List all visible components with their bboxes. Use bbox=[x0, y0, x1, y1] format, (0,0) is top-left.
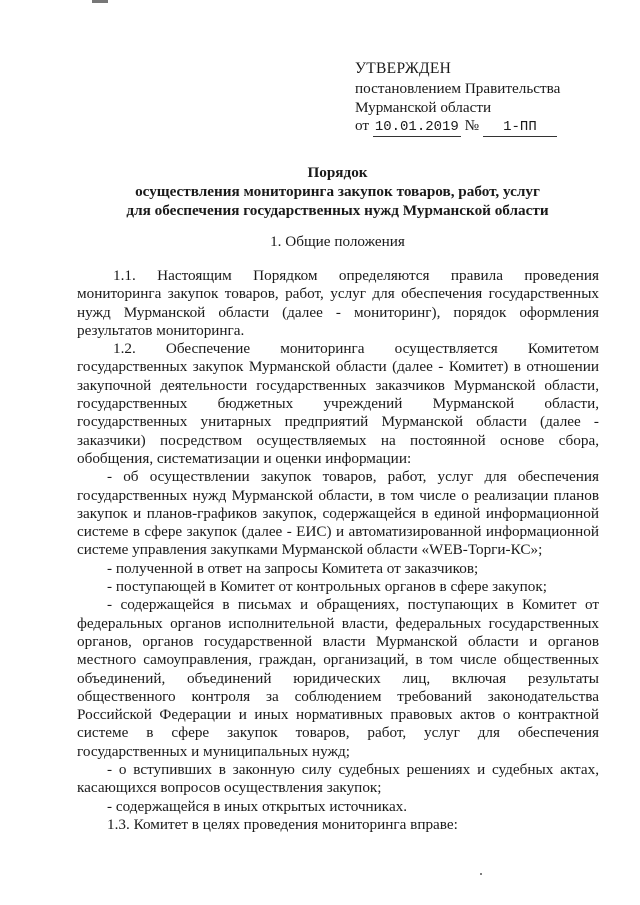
scan-speck bbox=[480, 873, 482, 875]
approval-block bbox=[355, 60, 625, 137]
list-item-control: - поступающей в Комитет от контрольных органов в сфере закупок; bbox=[107, 578, 547, 596]
paragraph-1-1: 1.1. Настоящим Порядком определяются правила проведения мониторинга закупок товаров, работ, услуг для обеспечения государственных нужд Мурманской области (далее - мониторинг), порядок оформления результатов мониторинга. bbox=[77, 267, 599, 339]
paragraph-1-3: 1.3. Комитет в целях проведения мониторинга вправе: bbox=[107, 815, 458, 833]
heading-line-1: Порядок bbox=[307, 164, 368, 181]
scan-mark bbox=[92, 0, 108, 3]
document-heading bbox=[60, 163, 615, 220]
approval-line-2: Мурманской области bbox=[355, 98, 492, 116]
section-title: 1. Общие положения bbox=[270, 233, 405, 250]
document-body bbox=[77, 267, 599, 834]
number-prefix: № bbox=[464, 116, 480, 134]
list-item-letters: - содержащейся в письмах и обращениях, поступающих в Комитет от федеральных органов исполнительной власти, федеральных государственных органов, органов государственной власти Мурманской области и органов местного самоуправления, граждан, организаций, в том числе общественных объединений, объединений юридических лиц, включая результаты общественного контроля за соблюдением требований законодательства Российской Федерации и иных нормативных правовых актов о контрактной системе в сфере закупок товаров, работ, услуг для обеспечения государственных и муниципальных нужд; bbox=[77, 596, 599, 760]
list-item-other: - содержащейся в иных открытых источниках. bbox=[107, 797, 408, 815]
heading-line-2: осуществления мониторинга закупок товаров, работ, услуг bbox=[135, 183, 540, 200]
approval-date: 10.01.2019 bbox=[373, 118, 461, 137]
approval-line-1: постановлением Правительства bbox=[355, 80, 561, 98]
list-item-eis: - об осуществлении закупок товаров, работ, услуг для обеспечения государственных нужд Мурманской области, в том числе о реализации планов закупок и планов-графиков закупок, содержащейся в единой информационной системе в сфере закупок (далее - ЕИС) и автоматизированной информационной системе управления закупками Мурманской области «WEB-Торги-КС»; bbox=[77, 468, 599, 559]
approval-number: 1-ПП bbox=[483, 118, 557, 137]
heading-line-3: для обеспечения государственных нужд Мурманской области bbox=[126, 202, 549, 219]
date-prefix: от bbox=[355, 116, 370, 134]
list-item-requests: - полученной в ответ на запросы Комитета от заказчиков; bbox=[107, 559, 479, 577]
approval-date-number bbox=[355, 117, 625, 137]
approval-title: УТВЕРЖДЕН bbox=[355, 60, 452, 77]
list-item-court: - о вступивших в законную силу судебных решениях и судебных актах, касающихся вопросов осуществления закупок; bbox=[77, 761, 599, 797]
paragraph-1-2: 1.2. Обеспечение мониторинга осуществляется Комитетом государственных закупок Мурманской области (далее - Комитет) в отношении закупочной деятельности государственных заказчиков Мурманской области, государственных бюджетных учреждений Мурманской области, государственных унитарных предприятий Мурманской области (далее - заказчики) посредством осуществляемых на постоянной основе сбора, обобщения, систематизации и оценки информации: bbox=[77, 340, 599, 467]
